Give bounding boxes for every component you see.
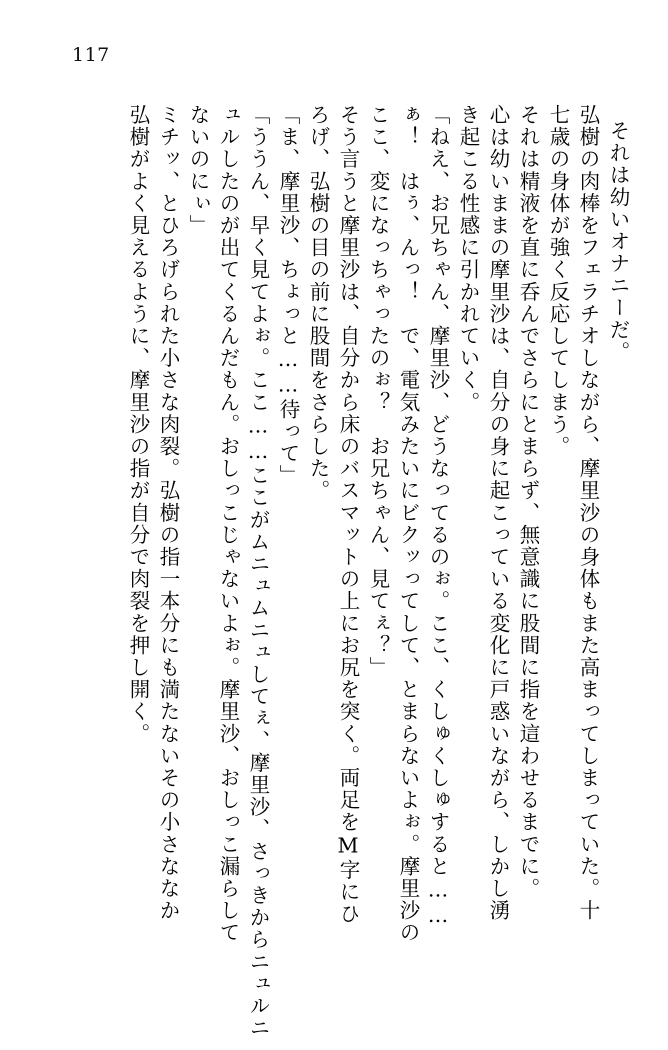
text-line: 「ねえ、お兄ちゃん、摩里沙、どうなってるのぉ。ここ、くしゅくしゅすると…… xyxy=(426,104,450,929)
text-line: 弘樹がよく見えるように、摩里沙の指が自分で肉裂を押し開く。 xyxy=(126,104,150,745)
text-line: ミチッ、とひろげられた小さな肉裂。弘樹の指一本分にも満たないその小さななか xyxy=(156,104,180,922)
text-line: き起こる性感に引かれていく。 xyxy=(456,104,480,414)
text-line: ュルしたのが出てくるんだもん。おしっこじゃないよぉ。摩里沙、おしっこ漏らして xyxy=(216,104,240,944)
text-line: ぁ！ はぅ、んっ！ で、電気みたいにビクッってして、とまらないよぉ。摩里沙の xyxy=(396,104,420,944)
text-line: 「ううん、早く見てよぉ。ここ……ここがムニュムニュしてぇ、摩里沙、さっきからニュルニ xyxy=(246,104,270,1040)
text-line: ろげ、弘樹の目の前に股間をさらした。 xyxy=(306,104,330,502)
vertical-text-body xyxy=(48,104,630,1040)
text-line: 弘樹の肉棒をフェラチオしながら、摩里沙の身体もまた高まってしまっていた。十 xyxy=(576,104,600,922)
text-line: そう言うと摩里沙は、自分から床のバスマットの上にお尻を突く。両足をM字にひ xyxy=(336,104,360,926)
text-line: ここ、変になっちゃったのぉ？ お兄ちゃん、見てぇ？」 xyxy=(366,104,390,679)
text-line: それは精液を直に呑んでさらにとまらず、無意識に股間に指を這わせるまでに。 xyxy=(516,104,540,900)
text-line: 心は幼いままの摩里沙は、自分の身に起こっている変化に戸惑いながら、しかし湧 xyxy=(486,104,510,922)
text-line: それは幼いオナニーだ。 xyxy=(606,120,630,364)
text-line: ないのにぃ」 xyxy=(186,104,210,237)
page-number: 117 xyxy=(72,44,110,66)
text-line: 「ま、摩里沙、ちょっと……待って」 xyxy=(276,104,300,487)
text-line: 七歳の身体が強く反応してしまう。 xyxy=(546,104,570,458)
